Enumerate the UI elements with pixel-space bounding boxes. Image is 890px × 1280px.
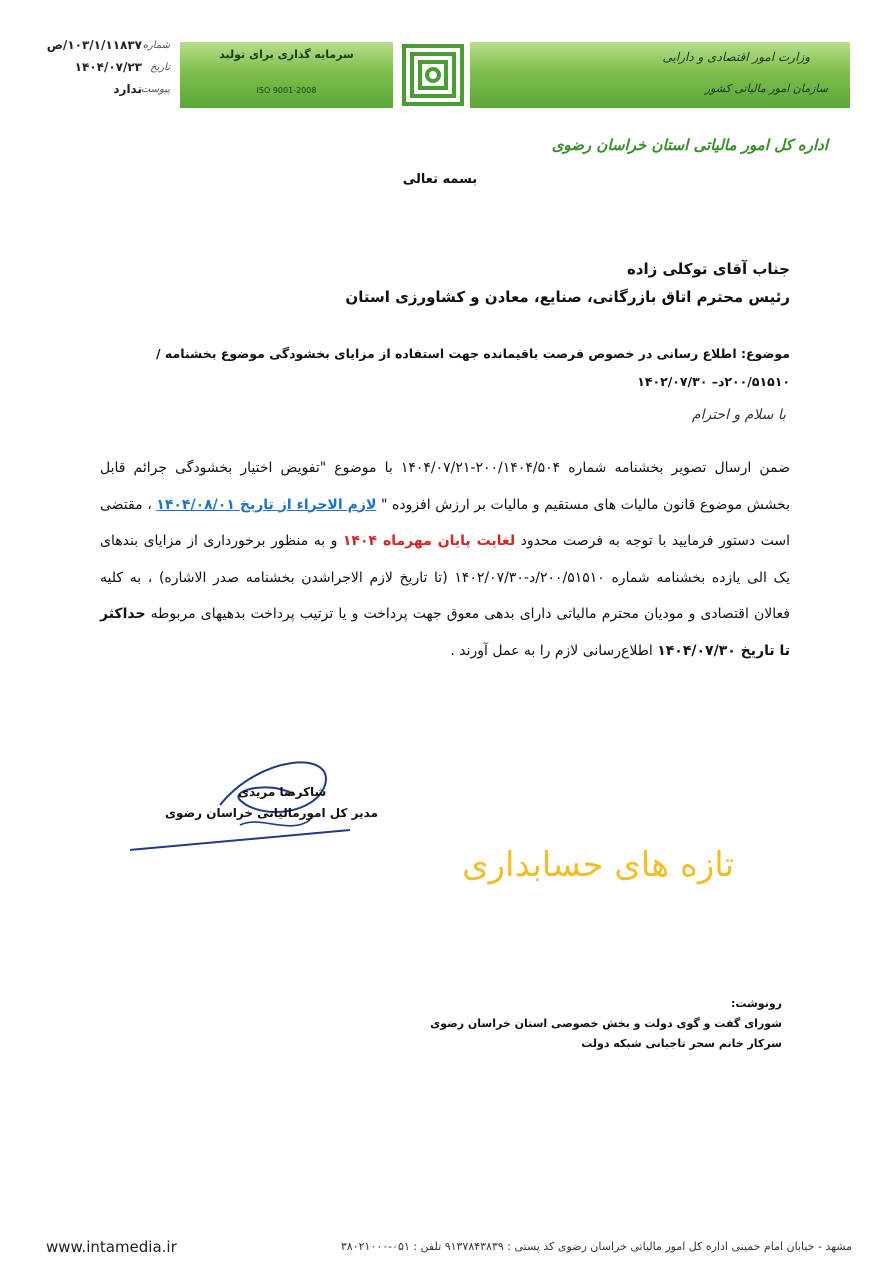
letter-body bbox=[100, 450, 790, 669]
footer bbox=[0, 1228, 890, 1268]
cc-label: رونوشت: bbox=[730, 997, 782, 1010]
date-label: تاریخ bbox=[150, 62, 170, 73]
department-name: اداره کل امور مالیاتی استان خراسان رضوی bbox=[551, 136, 828, 154]
attachment-label: پیوست bbox=[140, 84, 170, 95]
effective-date-highlight: لازم الاجراء از تاریخ ۱۴۰۴/۰۸/۰۱ bbox=[156, 496, 377, 513]
body-part-3: و به منظور برخورداری از مزایای بندهای یک الی یازده بخشنامه شماره ۲۰۰/۵۱۵۱۰/د-۱۴۰۲/۰۷/۳۰ (تا تاریخ لازم الاجراشدن بخشنامه صدر الاشاره) ، به کلیه فعالان اقتصادی و مودیان محترم مالیاتی دارای بدهی معوق جهت پرداخت و یا ترتیب پرداخت بدهیهای مربوطه bbox=[100, 533, 790, 622]
organization-name: سازمان امور مالیاتی کشور bbox=[704, 82, 828, 95]
header-slogan-bar bbox=[180, 42, 393, 108]
cc-block bbox=[430, 994, 782, 1054]
body-part-4: اطلاع‌رسانی لازم را به عمل آورند . bbox=[450, 642, 658, 659]
letter-date: ۱۴۰۴/۰۷/۲۳ bbox=[74, 60, 142, 74]
body-part-1: ضمن ارسال تصویر بخشنامه شماره ۲۰۰/۱۴۰۴/۵۰۴-۱۴۰۴/۰۷/۲۱ با موضوع "تفویض اختیار بخشودگی جرائم قابل بخشش موضوع قانون مالیات های مستقیم و مالیات بر ارزش افزوده " bbox=[100, 460, 791, 513]
subject-line: موضوع: اطلاع رسانی در خصوص فرصت باقیمانده جهت استفاده از مزایای بخشودگی موضوع بخشنامه /۲۰۰/۵۱۵۱۰د– ۱۴۰۲/۰۷/۳۰ bbox=[156, 346, 790, 389]
footer-address: مشهد - خیابان امام خمینی اداره کل امور مالیاتی خراسان رضوی کد پستی : ۹۱۳۷۸۴۳۸۳۹ تلفن : ۰۵۱-۳۸۰۲۱۰۰۰ bbox=[340, 1240, 852, 1253]
reference-block bbox=[30, 38, 170, 104]
signatory-name: شاکرضا مریدی bbox=[238, 785, 327, 799]
watermark-text: تازه های حسابداری bbox=[462, 845, 735, 885]
attachment-value: ندارد bbox=[113, 82, 142, 96]
payment-deadline-highlight: حداکثر تا تاریخ ۱۴۰۴/۰۷/۳۰ bbox=[100, 606, 790, 659]
letter-number: ۱۰۳/۱/۱۱۸۳۷/ص bbox=[46, 38, 142, 52]
cc-recipient-1: شورای گفت و گوی دولت و بخش خصوصی استان خراسان رضوی bbox=[430, 1017, 782, 1030]
header-ministry-bar bbox=[470, 42, 850, 108]
number-label: شماره bbox=[142, 40, 170, 51]
signatory-title: مدیر کل امورمالیاتی خراسان رضوی bbox=[165, 806, 378, 820]
website-link[interactable]: www.intamedia.ir bbox=[46, 1238, 177, 1256]
cc-recipient-2: سرکار خانم سحر تاجبانی شبکه دولت bbox=[581, 1037, 782, 1050]
ministry-name: وزارت امور اقتصادی و دارایی bbox=[662, 50, 810, 64]
body-part-2: ، مقتضی است دستور فرمایید با توجه به فرصت محدود bbox=[100, 496, 791, 549]
bismillah: بسمه تعالی bbox=[402, 172, 478, 187]
addressee-title: رئیس محترم اتاق بازرگانی، صنایع، معادن و کشاورزی استان bbox=[345, 288, 790, 306]
deadline-highlight: لغایت پایان مهرماه ۱۴۰۴ bbox=[342, 533, 516, 549]
slogan-text: سرمایه گذاری برای تولید bbox=[219, 48, 354, 61]
greeting: با سلام و احترام bbox=[691, 407, 786, 423]
addressee-name: جناب آقای توکلی زاده bbox=[626, 260, 790, 278]
iso-text: ISO 9001-2008 bbox=[256, 86, 317, 95]
tax-organization-emblem-icon bbox=[398, 40, 468, 110]
signature-drawing bbox=[120, 745, 360, 865]
